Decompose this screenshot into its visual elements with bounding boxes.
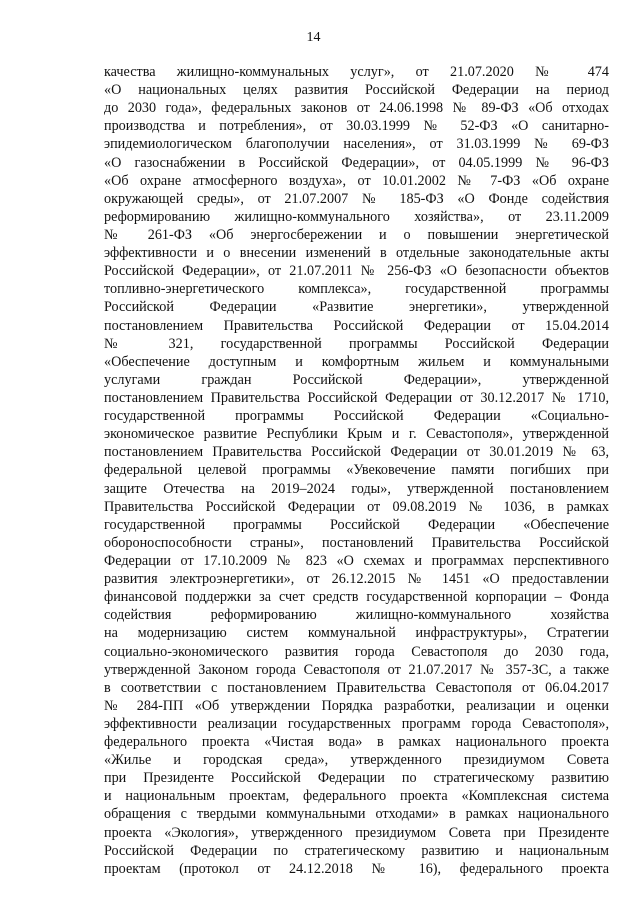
text-line: обращения с твердыми коммунальными отходами» в рамках национального xyxy=(104,806,609,823)
text-line: защите Отечества на 2019–2024 годы», утвержденной постановлением xyxy=(104,480,609,497)
text-line: на модернизацию систем коммунальной инфраструктуры», Стратегии xyxy=(104,625,609,642)
text-line: постановлением Правительства Российской Федерации от 15.04.2014 xyxy=(104,317,609,334)
text-line: Российской Федерации по стратегическому развитию и национальным xyxy=(104,842,609,859)
text-line: № 261-ФЗ «Об энергосбережении и о повышении энергетической xyxy=(104,226,609,243)
text-line: содействия реформированию жилищно-коммунального хозяйства xyxy=(104,607,609,624)
text-line: «О газоснабжении в Российской Федерации», от 04.05.1999 № 96-ФЗ xyxy=(104,154,609,171)
text-line: федерального проекта «Чистая вода» в рамках национального проекта xyxy=(104,734,609,751)
text-line: окружающей среды», от 21.07.2007 № 185-ФЗ «О Фонде содействия xyxy=(104,190,609,207)
text-line: экономическое развитие Республики Крым и г. Севастополя», утвержденной xyxy=(104,426,609,443)
text-line: Федерации от 17.10.2009 № 823 «О схемах и программах перспективного xyxy=(104,552,609,569)
text-line: постановлением Правительства Российской Федерации от 30.01.2019 № 63, xyxy=(104,444,609,461)
text-line: эффективности и о внесении изменений в отдельные законодательные акты xyxy=(104,245,609,262)
text-line: эпидемиологическом благополучии населения», от 31.03.1999 № 69-ФЗ xyxy=(104,136,609,153)
text-line: топливно-энергетического комплекса», государственной программы xyxy=(104,281,609,298)
text-line: социально-экономического развития города Севастополя до 2030 года, xyxy=(104,643,609,660)
text-line: обороноспособности страны», постановлений Правительства Российской xyxy=(104,534,609,551)
text-line: проекта «Экология», утвержденного президиумом Совета при Президенте xyxy=(104,824,609,841)
text-line: «Об охране атмосферного воздуха», от 10.01.2002 № 7-ФЗ «Об охране xyxy=(104,172,609,189)
text-line: в соответствии с постановлением Правительства Севастополя от 06.04.2017 xyxy=(104,679,609,696)
text-line: услугами граждан Российской Федерации», утвержденной xyxy=(104,371,609,388)
text-line: при Президенте Российской Федерации по стратегическому развитию xyxy=(104,770,609,787)
text-line: государственной программы Российской Федерации «Обеспечение xyxy=(104,516,609,533)
text-line: Российской Федерации», от 21.07.2011 № 256-ФЗ «О безопасности объектов xyxy=(104,263,609,280)
text-line: реформированию жилищно-коммунального хозяйства», от 23.11.2009 xyxy=(104,208,609,225)
text-line: до 2030 года», федеральных законов от 24.06.1998 № 89-ФЗ «Об отходах xyxy=(104,100,609,117)
page-number: 14 xyxy=(306,30,321,45)
text-line: постановлением Правительства Российской Федерации от 30.12.2017 № 1710, xyxy=(104,389,609,406)
text-line: производства и потребления», от 30.03.1999 № 52-ФЗ «О санитарно- xyxy=(104,118,609,135)
text-line: проектам (протокол от 24.12.2018 № 16), федерального проекта xyxy=(104,860,609,877)
text-line: «Жилье и городская среда», утвержденного президиумом Совета xyxy=(104,752,609,769)
text-line: развития электроэнергетики», от 26.12.2015 № 1451 «О предоставлении xyxy=(104,571,609,588)
text-line: финансовой поддержки за счет средств государственной корпорации – Фонда xyxy=(104,589,609,606)
text-line: федеральной целевой программы «Увековечение памяти погибших при xyxy=(104,462,609,479)
text-line: утвержденной Законом города Севастополя от 21.07.2017 № 357-ЗС, а также xyxy=(104,661,609,678)
text-line: «О национальных целях развития Российской Федерации на период xyxy=(104,82,609,99)
text-line: качества жилищно-коммунальных услуг», от 21.07.2020 № 474 xyxy=(104,64,609,80)
text-line: Правительства Российской Федерации от 09.08.2019 № 1036, в рамках xyxy=(104,498,609,515)
text-line: Российской Федерации «Развитие энергетики», утвержденной xyxy=(104,299,609,316)
text-line: № 321, государственной программы Российской Федерации xyxy=(104,335,609,352)
text-line: № 284-ПП «Об утверждении Порядка разработки, реализации и оценки xyxy=(104,697,609,714)
text-line: и национальным проектам, федерального проекта «Комплексная система xyxy=(104,788,609,805)
text-line: государственной программы Российской Федерации «Социально- xyxy=(104,408,609,425)
body-text xyxy=(104,63,609,878)
text-line: эффективности реализации государственных программ города Севастополя», xyxy=(104,715,609,732)
text-line: «Обеспечение доступным и комфортным жильем и коммунальными xyxy=(104,353,609,370)
